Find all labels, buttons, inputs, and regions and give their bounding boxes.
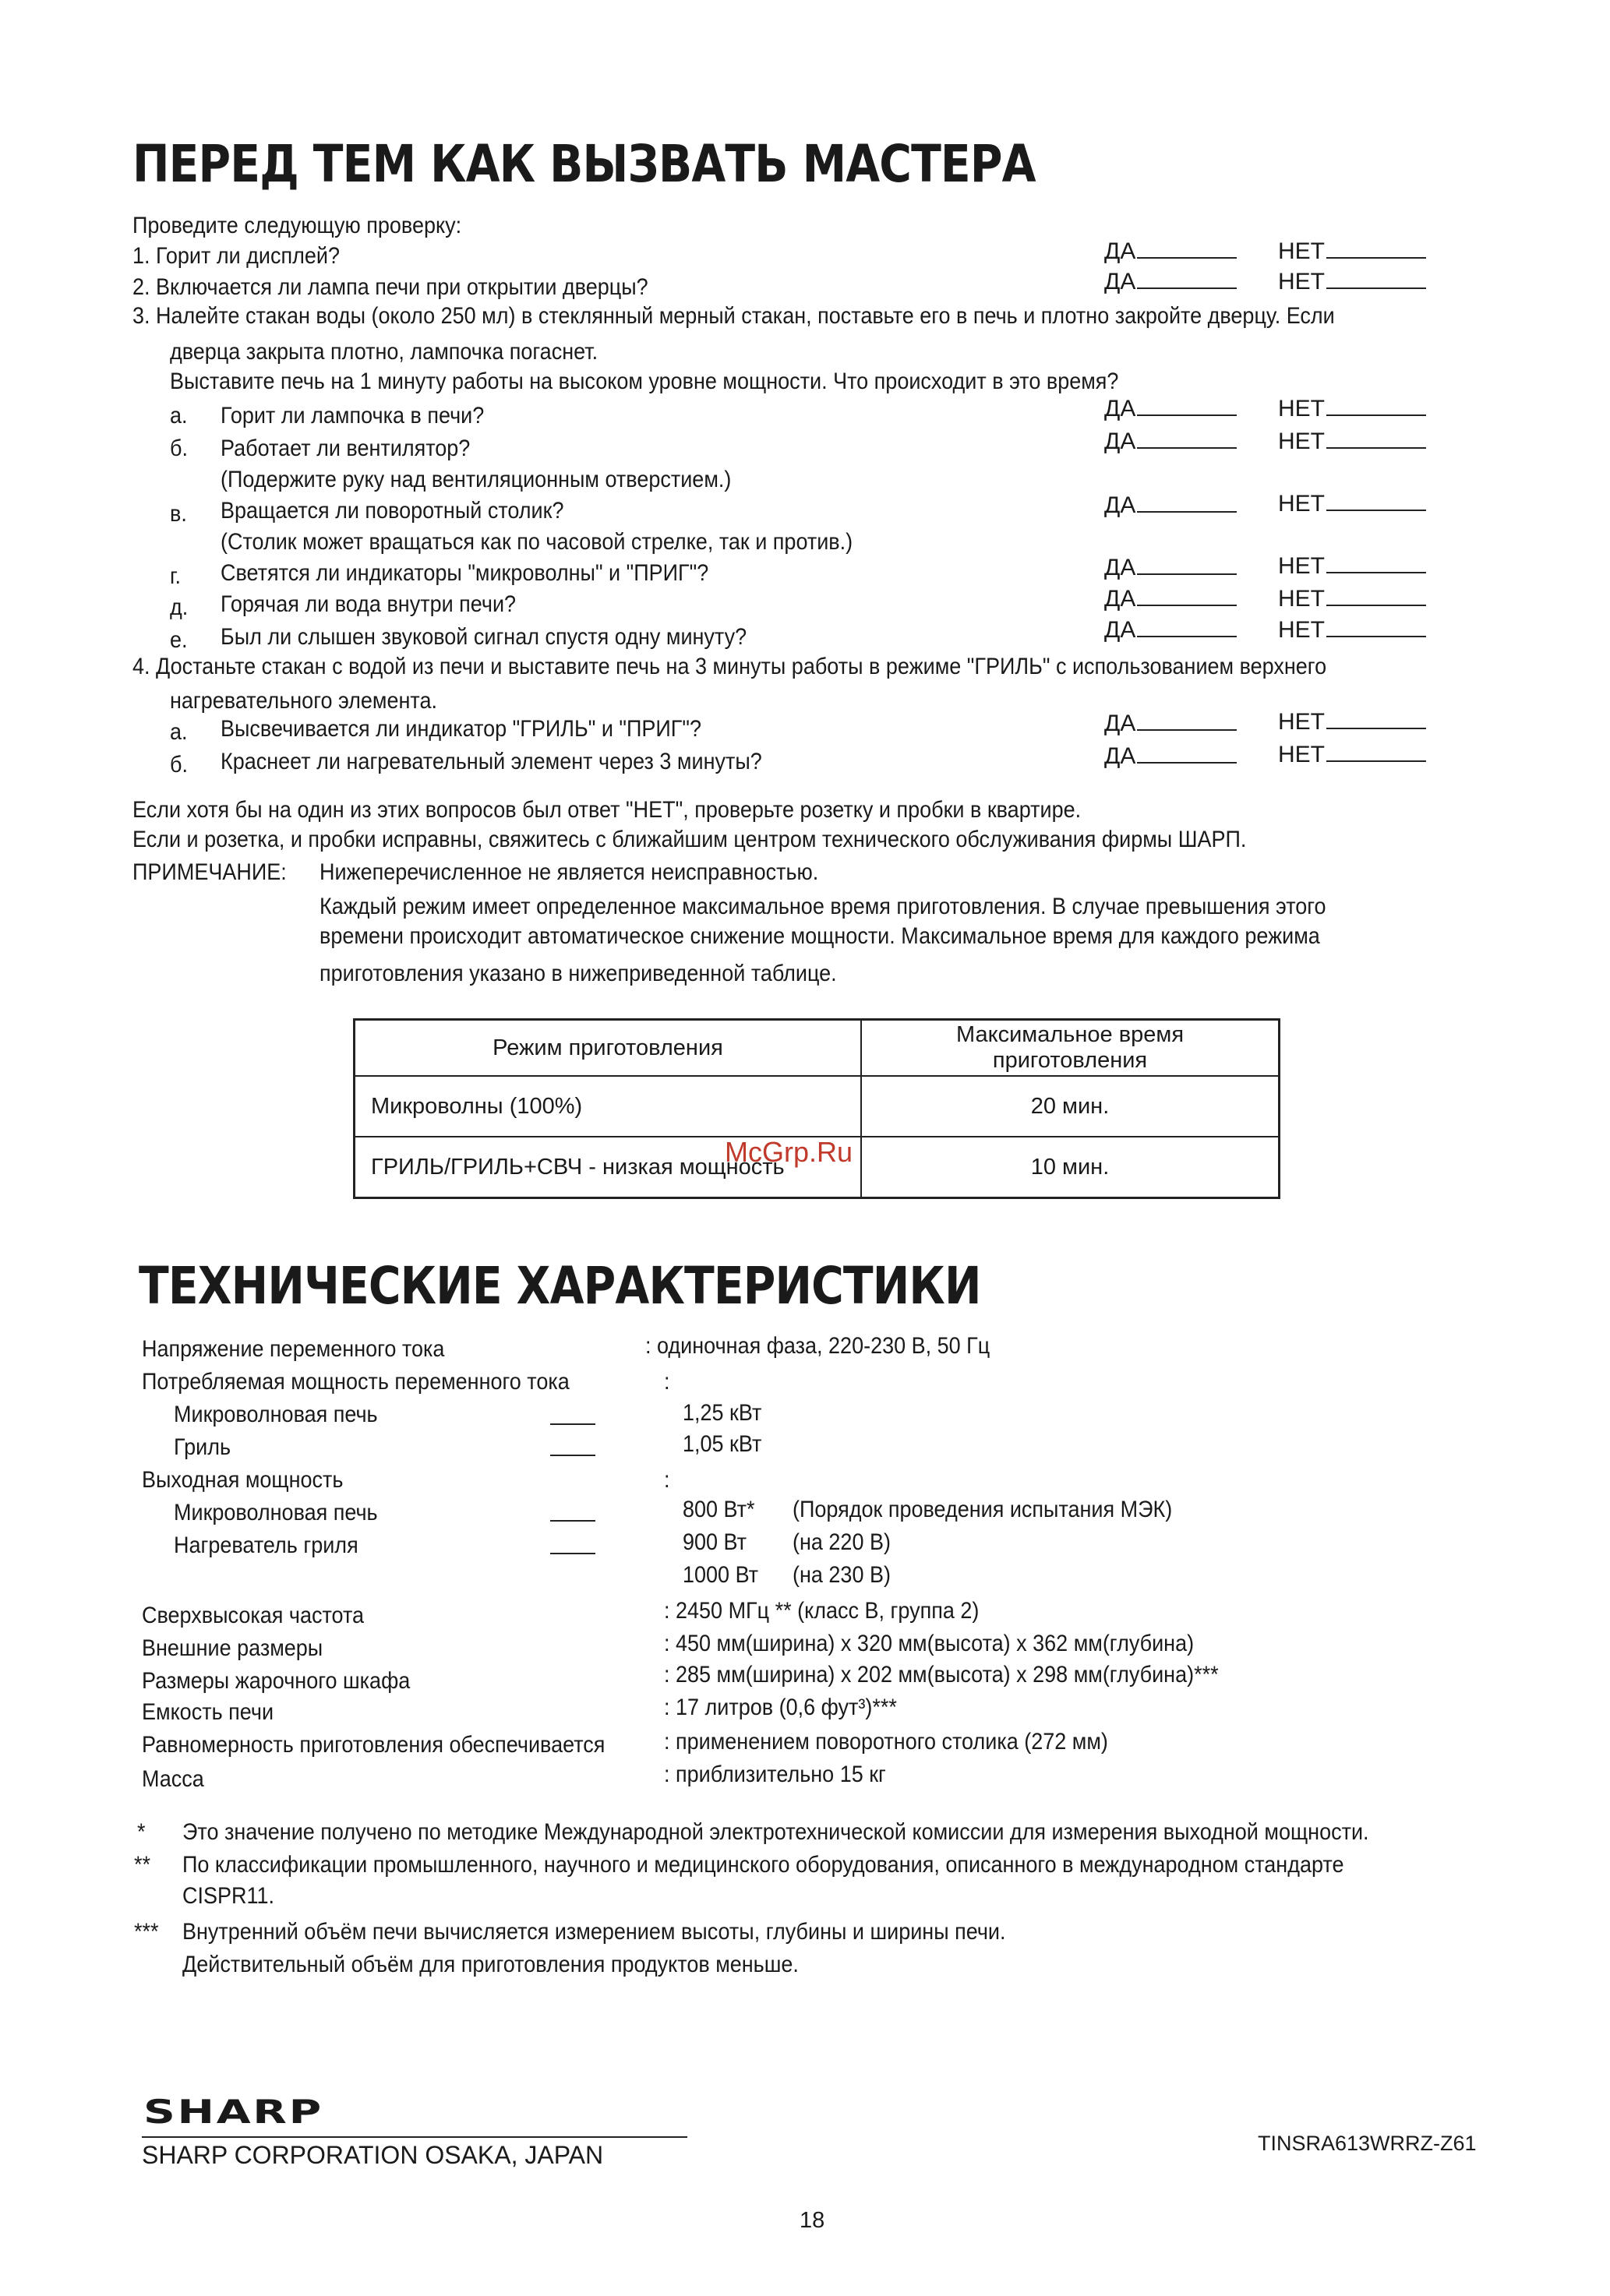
yes-field: ДА bbox=[1104, 429, 1237, 455]
yes-field: ДА bbox=[1104, 555, 1237, 581]
spec-colon: : bbox=[664, 1467, 670, 1493]
spec-label: Масса bbox=[142, 1766, 204, 1792]
spec-label: Выходная мощность bbox=[142, 1467, 344, 1493]
watermark: McGrp.Ru bbox=[725, 1136, 853, 1168]
no-field: НЕТ bbox=[1278, 742, 1426, 768]
footnote-2: По классификации промышленного, научного и медицинского оборудования, описанного в международном стандарте bbox=[182, 1852, 1344, 1878]
spec-value: : 450 мм(ширина) x 320 мм(высота) x 362 мм(глубина) bbox=[664, 1631, 1195, 1656]
yes-field: ДА bbox=[1104, 586, 1237, 612]
max-time-table bbox=[353, 1018, 1280, 1199]
yes-field: ДА bbox=[1104, 743, 1237, 770]
spec-label: Размеры жарочного шкафа bbox=[142, 1668, 411, 1694]
question-3v: Вращается ли поворотный столик? bbox=[221, 498, 564, 524]
spec-value: 1000 Вт bbox=[683, 1562, 759, 1588]
item-letter: в. bbox=[170, 501, 187, 527]
footnote-mark: ** bbox=[134, 1852, 151, 1878]
note-line-2: Каждый режим имеет определенное максимальное время приготовления. В случае превышения этого bbox=[320, 894, 1326, 919]
spec-sublabel: Микроволновая печь bbox=[174, 1402, 378, 1427]
dash bbox=[550, 1446, 595, 1460]
spec-colon: : bbox=[664, 1369, 670, 1395]
note-label: ПРИМЕЧАНИЕ: bbox=[132, 859, 287, 885]
page-number: 18 bbox=[800, 2208, 825, 2233]
no-field: НЕТ bbox=[1278, 553, 1426, 580]
spec-label: Потребляемая мощность переменного тока bbox=[142, 1369, 570, 1395]
note-line-1: Нижеперечисленное не является неисправностью. bbox=[320, 859, 819, 885]
question-3-instruction: Выставите печь на 1 минуту работы на высоком уровне мощности. Что происходит в это время? bbox=[170, 369, 1119, 394]
note-line-4: приготовления указано в нижеприведенной таблице. bbox=[320, 961, 837, 986]
spec-value: : одиночная фаза, 220-230 В, 50 Гц bbox=[645, 1333, 990, 1359]
spec-label: Сверхвысокая частота bbox=[142, 1603, 365, 1628]
question-3a: Горит ли лампочка в печи? bbox=[221, 403, 485, 429]
table-header-row bbox=[355, 1020, 1280, 1077]
footer-rule bbox=[142, 2136, 687, 2138]
no-field: НЕТ bbox=[1278, 396, 1426, 422]
question-3b-note: (Подержите руку над вентиляционным отверстием.) bbox=[221, 467, 732, 492]
spec-note: (Порядок проведения испытания МЭК) bbox=[793, 1497, 1173, 1522]
yes-field: ДА bbox=[1104, 617, 1237, 644]
advice-line-1: Если хотя бы на один из этих вопросов был ответ "НЕТ", проверьте розетку и пробки в квартире. bbox=[132, 797, 1082, 823]
spec-label: Напряжение переменного тока bbox=[142, 1336, 445, 1362]
dash bbox=[550, 1511, 595, 1525]
note-line-3: времени происходит автоматическое снижение мощности. Максимальное время для каждого режима bbox=[320, 923, 1320, 949]
yes-field: ДА bbox=[1104, 269, 1237, 295]
question-3e: Был ли слышен звуковой сигнал спустя одну минуту? bbox=[221, 624, 747, 650]
table-row bbox=[355, 1076, 1280, 1137]
item-letter: б. bbox=[170, 436, 188, 461]
spec-value: : 2450 МГц ** (класс В, группа 2) bbox=[664, 1598, 980, 1624]
item-letter: д. bbox=[170, 594, 189, 620]
yes-field: ДА bbox=[1104, 492, 1237, 519]
table-cell: ГРИЛЬ/ГРИЛЬ+СВЧ - низкая мощность bbox=[355, 1137, 862, 1198]
item-letter: а. bbox=[170, 403, 188, 429]
check-intro: Проведите следующую проверку: bbox=[132, 213, 462, 238]
yes-field: ДА bbox=[1104, 711, 1237, 737]
spec-note: (на 220 В) bbox=[793, 1529, 891, 1555]
section-title-specs: ТЕХНИЧЕСКИЕ ХАРАКТЕРИСТИКИ bbox=[139, 1256, 981, 1316]
dash bbox=[550, 1415, 595, 1429]
spec-value: : 285 мм(ширина) x 202 мм(высота) x 298 мм(глубина)*** bbox=[664, 1662, 1219, 1688]
no-field: НЕТ bbox=[1278, 586, 1426, 612]
question-4a: Высвечивается ли индикатор "ГРИЛЬ" и "ПРИГ"? bbox=[221, 716, 702, 742]
no-field: НЕТ bbox=[1278, 429, 1426, 455]
spec-note: (на 230 В) bbox=[793, 1562, 891, 1588]
no-field: НЕТ bbox=[1278, 491, 1426, 517]
question-1: 1. Горит ли дисплей? bbox=[132, 243, 340, 269]
spec-value: : применением поворотного столика (272 мм) bbox=[664, 1729, 1108, 1755]
spec-sublabel: Микроволновая печь bbox=[174, 1500, 378, 1525]
no-field: НЕТ bbox=[1278, 617, 1426, 644]
table-cell: Микроволны (100%) bbox=[355, 1076, 862, 1137]
item-letter: е. bbox=[170, 627, 188, 653]
spec-value: 800 Вт* bbox=[683, 1497, 755, 1522]
dash bbox=[550, 1544, 595, 1558]
spec-sublabel: Гриль bbox=[174, 1434, 231, 1460]
spec-value: : 17 литров (0,6 фут³)*** bbox=[664, 1695, 897, 1720]
footnote-mark: *** bbox=[134, 1919, 159, 1945]
table-header-cell: Режим приготовления bbox=[355, 1020, 862, 1077]
spec-value: : приблизительно 15 кг bbox=[664, 1762, 886, 1787]
footnote-3: Внутренний объём печи вычисляется измерением высоты, глубины и ширины печи. bbox=[182, 1919, 1006, 1945]
question-3b: Работает ли вентилятор? bbox=[221, 436, 471, 461]
spec-value: 1,05 кВт bbox=[683, 1431, 762, 1457]
sharp-logo: SHARP bbox=[143, 2093, 323, 2131]
advice-line-2: Если и розетка, и пробки исправны, свяжитесь с ближайшим центром технического обслуживания фирмы ШАРП. bbox=[132, 827, 1247, 852]
yes-field: ДА bbox=[1104, 396, 1237, 422]
question-4-cont: нагревательного элемента. bbox=[170, 688, 437, 714]
spec-value: 900 Вт bbox=[683, 1529, 747, 1555]
spec-label: Равномерность приготовления обеспечивается bbox=[142, 1732, 606, 1758]
no-field: НЕТ bbox=[1278, 269, 1426, 295]
spec-sublabel: Нагреватель гриля bbox=[174, 1532, 358, 1558]
footnote-mark: * bbox=[137, 1819, 146, 1845]
question-2: 2. Включается ли лампа печи при открытии дверцы? bbox=[132, 274, 648, 300]
footnote-3-cont: Действительный объём для приготовления продуктов меньше. bbox=[182, 1952, 799, 1977]
document-code: TINSRA613WRRZ-Z61 bbox=[1258, 2132, 1477, 2155]
item-letter: а. bbox=[170, 719, 188, 745]
question-4b: Краснеет ли нагревательный элемент через 3 минуты? bbox=[221, 749, 762, 774]
spec-label: Внешние размеры bbox=[142, 1635, 323, 1661]
table-header-cell: Максимальное время приготовления bbox=[861, 1020, 1280, 1077]
question-3g: Светятся ли индикаторы "микроволны" и "ПРИГ"? bbox=[221, 560, 709, 586]
no-field: НЕТ bbox=[1278, 709, 1426, 735]
yes-field: ДА bbox=[1104, 238, 1237, 265]
footnote-1: Это значение получено по методике Международной электротехнической комиссии для измерения выходной мощности. bbox=[182, 1819, 1369, 1845]
table-cell: 10 мин. bbox=[861, 1137, 1280, 1198]
question-3: 3. Налейте стакан воды (около 250 мл) в стеклянный мерный стакан, поставьте его в печь и плотно закройте дверцу. Если bbox=[132, 303, 1335, 329]
item-letter: г. bbox=[170, 563, 182, 589]
question-3v-note: (Столик может вращаться как по часовой стрелке, так и против.) bbox=[221, 529, 853, 555]
corporation-name: SHARP CORPORATION OSAKA, JAPAN bbox=[142, 2141, 604, 2169]
question-4: 4. Достаньте стакан с водой из печи и выставите печь на 3 минуты работы в режиме "ГРИЛЬ" с использованием верхнего bbox=[132, 654, 1327, 679]
spec-label: Емкость печи bbox=[142, 1699, 274, 1725]
item-letter: б. bbox=[170, 752, 188, 778]
table-cell: 20 мин. bbox=[861, 1076, 1280, 1137]
section-title-service: ПЕРЕД ТЕМ КАК ВЫЗВАТЬ МАСТЕРА bbox=[132, 134, 1036, 194]
spec-value: 1,25 кВт bbox=[683, 1400, 762, 1426]
question-3d: Горячая ли вода внутри печи? bbox=[221, 591, 517, 617]
footnote-2-cont: CISPR11. bbox=[182, 1883, 275, 1909]
question-3-cont: дверца закрыта плотно, лампочка погаснет. bbox=[170, 339, 598, 365]
no-field: НЕТ bbox=[1278, 238, 1426, 265]
